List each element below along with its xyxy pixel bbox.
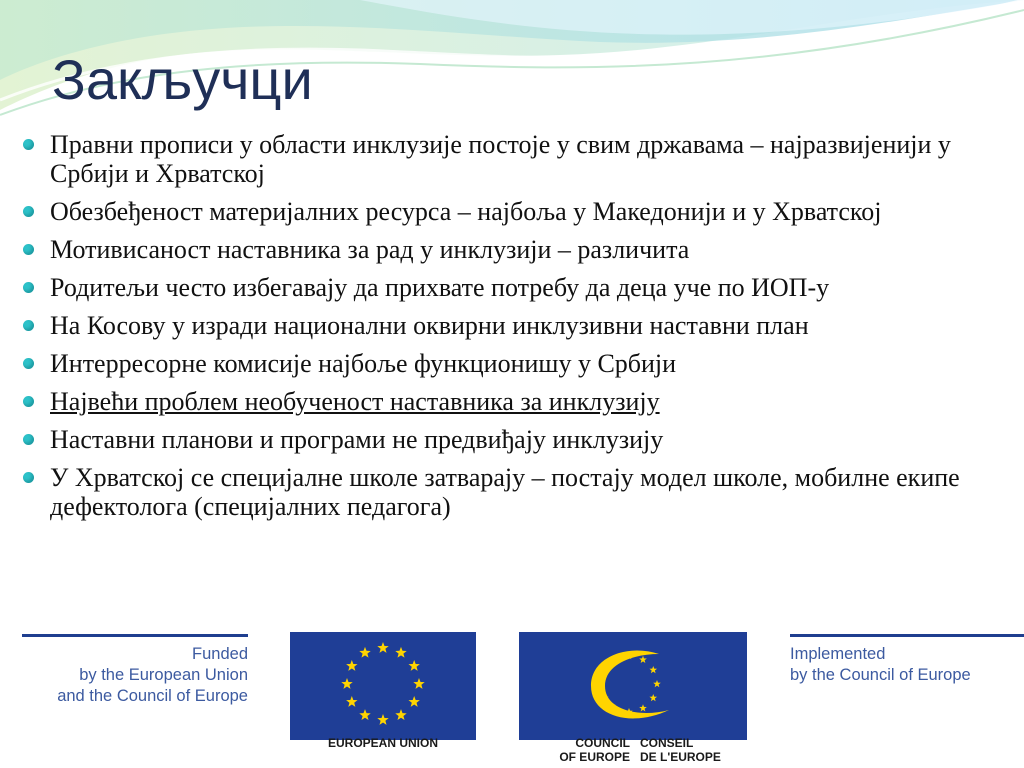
coe-emblem: [519, 632, 747, 740]
funded-by-text: Funded by the European Union and the Council of Europe: [57, 645, 248, 705]
bullet-dot-icon: [23, 244, 34, 255]
list-item-text: На Косову у изради национални оквирни инклузивни наставни план: [50, 311, 809, 340]
list-item: [20, 235, 1010, 264]
list-item-text: Родитељи често избегавају да прихвате потребу да деца уче по ИОП-у: [50, 273, 830, 302]
list-item-text: Правни прописи у области инклузије постоје у свим државама – најразвијенији у Србији и Хрватској: [50, 130, 951, 188]
star-icon: [639, 704, 647, 711]
list-item: [20, 387, 1010, 416]
star-icon: [346, 660, 357, 671]
eu-flag-icon: [290, 632, 476, 740]
list-item: [20, 197, 1010, 226]
star-icon: [408, 660, 419, 671]
star-icon: [649, 694, 657, 701]
bullet-dot-icon: [23, 139, 34, 150]
implemented-by-text: Implemented by the Council of Europe: [790, 645, 971, 684]
eu-stars: [290, 632, 476, 740]
list-item-text: Мотивисаност наставника за рад у инклузији – различита: [50, 235, 690, 264]
coe-caption-en: COUNCIL OF EUROPE: [559, 736, 630, 764]
list-item-text: Наставни планови и програми не предвиђају инклузију: [50, 425, 664, 454]
list-item: [20, 349, 1010, 378]
star-icon: [639, 656, 647, 663]
coe-caption-fr: CONSEIL DE L'EUROPE: [640, 736, 721, 764]
star-icon: [395, 709, 406, 720]
footer-right-rule: [790, 634, 1024, 637]
conclusions-list: [20, 130, 1010, 530]
star-icon: [408, 696, 419, 707]
star-icon: [413, 678, 424, 689]
bullet-dot-icon: [23, 282, 34, 293]
bullet-dot-icon: [23, 396, 34, 407]
star-icon: [359, 709, 370, 720]
list-item: [20, 273, 1010, 302]
star-icon: [341, 678, 352, 689]
star-icon: [377, 642, 388, 653]
bullet-dot-icon: [23, 358, 34, 369]
list-item: [20, 425, 1010, 454]
list-item-text: Интерресорне комисије најбоље функционишу у Србији: [50, 349, 677, 378]
bullet-dot-icon: [23, 320, 34, 331]
star-icon: [377, 714, 388, 725]
list-item: [20, 130, 1010, 188]
eu-caption: EUROPEAN UNION: [327, 736, 438, 750]
list-item: [20, 311, 1010, 340]
list-item-text: Највећи проблем необученост наставника за инклузију: [50, 387, 660, 416]
slide-title: Закључци: [52, 48, 313, 111]
star-icon: [359, 647, 370, 658]
list-item: [20, 463, 1010, 521]
star-icon: [395, 647, 406, 658]
footer-left-rule: [22, 634, 248, 637]
list-item-text: Обезбеђеност материјалних ресурса – најбоља у Македонији и у Хрватској: [50, 197, 882, 226]
bullet-dot-icon: [23, 472, 34, 483]
star-icon: [653, 680, 661, 687]
star-icon: [346, 696, 357, 707]
sponsor-footer: [0, 628, 1024, 768]
star-icon: [649, 666, 657, 673]
bullet-dot-icon: [23, 434, 34, 445]
list-item-text: У Хрватској се специјалне школе затварају – постају модел школе, мобилне екипе дефектолога (специјалних педагога): [50, 463, 960, 521]
council-of-europe-flag-icon: [519, 632, 747, 740]
bullet-dot-icon: [23, 206, 34, 217]
